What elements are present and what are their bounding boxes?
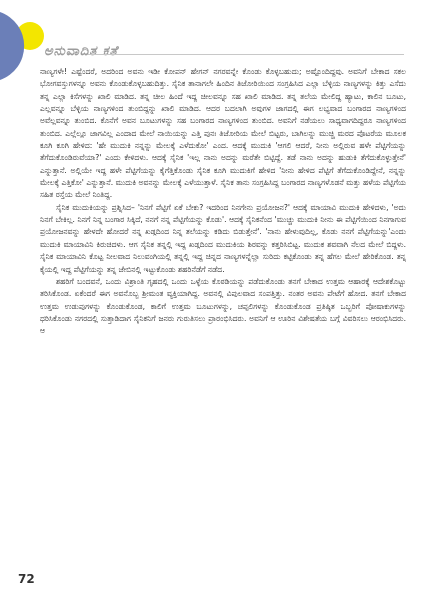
paragraph-1: ನಾಣ್ಯಗಳೇ! ಎಷ್ಟೆಂದರೆ, ಅದರಿಂದ ಅವನು ಇಡೀ ಕೋಪನ್ ಹೇಗನ್ ನಗರವನ್ನೇ ಕೊಂಡು ಕೊಳ್ಳಬಹುದು; ಅಷ್ಟೊಂದಿದ್ದವು. ಅವನಿಗೆ ಬೇಕಾದ ಸಕಲ ಭೋಗವಸ್ತುಗಳನ್ನೂ ಅವನು ಕೊಂಡುಕೊಳ್ಳಬಹುದಿತ್ತು. ಸೈನಿಕ ತಾನಾಗಲೇ ಹಿಂದಿನ ತಿಜೋರಿಯಿಂದ ಸಂಗ್ರಹಿಸಿದ ಎಲ್ಲಾ ಬೆಳ್ಳಿಯ ನಾಣ್ಯಗಳನ್ನು ಕಿತ್ತು ಎಸೆದು ತನ್ನ ಎಲ್ಲಾ ಕಿಸೆಗಳನ್ನು ಖಾಲಿ ಮಾಡಿದ. ತನ್ನ ಚೀಲ ಹಿಂದೆ ಇದ್ದ ಚೀಲವನ್ನೂ ಸಹ ಖಾಲಿ ಮಾಡಿದ. ತನ್ನ ತಲೆಯ ಮೇಲಿದ್ದ ಹ್ಯಾಟು, ಕಾಲಿನ ಬೂಟು, ಎಲ್ಲವನ್ನೂ ಬೆಳ್ಳಿಯ ನಾಣ್ಯಗಳಿಂದ ತುಂಬಿದ್ದನ್ನು ಖಾಲಿ ಮಾಡಿದ. ಆದರ ಬದಲಾಗಿ ಅವುಗಳ ಜಾಗದಲ್ಲಿ ಈಗ ಲಭ್ಯವಾದ ಬಂಗಾರದ ನಾಣ್ಯಗಳಿಂದ ಅವೆಲ್ಲವನ್ನೂ ತುಂಬಿದ. ಕೊನೆಗೆ ಅವನ ಬೂಟುಗಳನ್ನು ಸಹ ಬಂಗಾರದ ನಾಣ್ಯಗಳಿಂದ ತುಂಬಿದ. ಅವನಿಗೆ ನಡೆಯಲು ಸಾಧ್ಯವಾಗದಿದ್ದರೂ ನಾಣ್ಯಗಳಿಂದ ತುಂಬಿದ. ಎಲ್ಲೆಲ್ಲೂ ಜಾಗವಿಲ್ಲ ಎಂದಾದ ಮೇಲೆ ನಾಯಿಯನ್ನು ಎತ್ತಿ ಪುನಃ ತಿಜೋರಿಯ ಮೇಲೆ ಬಿಟ್ಟರು, ಬಾಗಿಲನ್ನು ಮುಚ್ಚಿ ಮರದ ಪೊಟರೆಯ ಮೂಲಕ ಕೂಗಿ ಕೂಗಿ ಹೇಳಿದ: 'ಹೇ ಮುದುಕಿ ನನ್ನನ್ನು ಮೇಲಕ್ಕೆ ಎಳೆದುಕೋ' ಎಂದ. ಆದಕ್ಕೆ ಮುದುಕಿ 'ಆಗಲಿ ಆದರೆ, ನೀನು ಅಲ್ಲಿರುವ ಹಳೇ ಪೆಟ್ಟಿಗೆಯನ್ನು ತೆಗೆದುಕೊಂಡಿರುವೆಯಾ?' ಎಂದು ಕೇಳಿದಳು. ಆದಕ್ಕೆ ಸೈನಿಕ 'ಇಲ್ಲ ನಾನು ಅದನ್ನು ಮರೆತೇ ಬಿಟ್ಟಿದ್ದೆ. ತಡೆ ನಾನು ಅದನ್ನು ಹುಡುಕಿ ತೆಗೆದುಕೊಳ್ಳುತ್ತೇನೆ' ಎನ್ನುತ್ತಾನೆ. ಅಲ್ಲಿಯೇ ಇದ್ದ ಹಳೇ ಪೆಟ್ಟಿಗೆಯನ್ನು ಕೈಗೆತ್ತಿಕೊಂಡು ಸೈನಿಕ ಕೂಗಿ ಮುದುಕಿಗೆ ಹೇಳಿದ 'ನೀನು ಹೇಳಿದ ಪೆಟ್ಟಿಗೆ ತೆಗೆದುಕೊಂಡಿದ್ದೇನೆ, ನನ್ನನ್ನು ಮೇಲಕ್ಕೆ ಎತ್ತಿಕೋ' ಎನ್ನುತ್ತಾನೆ. ಮುದುಕಿ ಅವನನ್ನು ಮೇಲಕ್ಕೆ ಎಳೆಯುತ್ತಾಳೆ. ಸೈನಿಕ ತಾನು ಸಂಗ್ರಹಿಸಿದ್ದ ಬಂಗಾರದ ನಾಣ್ಯಗಳೊಡನೆ ಮತ್ತು ಹಳೆಯ ಪೆಟ್ಟಿಗೆಯ ಸಹಿತ ರಸ್ತೆಯ ಮೇಲೆ ನಿಂತಿದ್ದ. — [40, 67, 406, 200]
paragraph-3: ಶಹರಿಗೆ ಬಂದವನೆ, ಒಂದು ವಿಶ್ರಾಂತಿ ಗೃಹದಲ್ಲಿ ಒಂದು ಒಳ್ಳೆಯ ಕೊಠಡಿಯನ್ನು ಪಡೆದುಕೊಂಡು ತನಗೆ ಬೇಕಾದ ಉತ್ತಮ ಆಹಾರಕ್ಕೆ ಆದೇಶಕೊಟ್ಟು ತರಿಸಿಕೊಂಡ. ಏಕೆಂದರೆ ಈಗ ಅವನೊಬ್ಬ ಶ್ರೀಮಂತ ವ್ಯಕ್ತಿಯಾಗಿದ್ದ. ಅವನಲ್ಲಿ ವಿಪುಲವಾದ ಸಂಪತ್ತಿತ್ತು. ನಂತರ ಅವನು ಪೇಟೆಗೆ ಹೋದ. ತನಗೆ ಬೇಕಾದ ಉತ್ತಮ ಉಡುಪುಗಳನ್ನು ಕೊಂಡುಕೊಂಡ, ಕಾಲಿಗೆ ಉತ್ತಮ ಬೂಟುಗಳನ್ನು, ಚಪ್ಪಲಿಗಳನ್ನು ಕೊಂಡುಕೊಂಡ ಪ್ರತಿಷ್ಠಿತ ಒಬ್ಬರಿಗೆ ಪೋಷಾಕುಗಳನ್ನು ಧರಿಸಿಕೊಂಡು ನಗರದಲ್ಲಿ ಸುತ್ತಾಡಿದಾಗ ಸೈನಿಕನಿಗೆ ಜನರು ಗುರುತಿಸಲು ಪ್ರಾರಂಭಿಸಿದರು. ಅವನಿಗೆ ಆ ಊರಿನ ವಿಶೇಷತೆಯ ಬಗ್ಗೆ ವಿವರಿಸಲು ಆರಂಭಿಸಿದರು. ಆ — [40, 276, 406, 336]
paragraph-2: ಸೈನಿಕ ಮುದುಕಿಯನ್ನು ಪ್ರಶ್ನಿಸಿದ– 'ನಿನಗೆ ಪೆಟ್ಟಿಗೆ ಏಕೆ ಬೇಕು? ಇದರಿಂದ ನಿನಗೇನು ಪ್ರಯೋಜನ?' ಆದಕ್ಕೆ ಮಾಯಾವಿ ಮುದುಕಿ ಹೇಳಿದಳು, 'ಅದು ನಿನಗೆ ಬೇಕಿಲ್ಲ. ನಿನಗೆ ನಿನ್ನ ಬಂಗಾರ ಸಿಕ್ಕಿದೆ, ನನಗೆ ನನ್ನ ಪೆಟ್ಟಿಗೆಯನ್ನು ಕೊಡು'. ಆದಕ್ಕೆ ಸೈನಿಕನೆಂದ 'ಮುಚ್ಚು ಮುದುಕಿ ನೀನು ಈ ಪೆಟ್ಟಿಗೆಯಿಂದ ನಿನಗಾಗುವ ಪ್ರಯೋಜನವನ್ನು ಹೇಳದೇ ಹೋದರೆ ನನ್ನ ಖಡ್ಗದಿಂದ ನಿನ್ನ ತಲೆಯನ್ನು ಕಡಿದು ಬಿಡುತ್ತೇನೆ'. 'ನಾನು ಹೇಳುವುದಿಲ್ಲ, ಕೊಡು ನನಗೆ ಪೆಟ್ಟಿಗೆಯನ್ನು'ಎಂದು ಮುದುಕಿ ಮಾಯಾವಿನಿ ಕಿರುಚಿದಳು. ಆಗ ಸೈನಿಕ ತನ್ನಲ್ಲಿ ಇದ್ದ ಖಡ್ಗದಿಂದ ಮುದುಕಿಯ ಶಿರವನ್ನು ಕತ್ತರಿಸಿಬಿಟ್ಟ. ಮುದುಕ ಶವವಾಗಿ ನೆಲದ ಮೇಲೆ ಬಿದ್ದಳು. ಸೈನಿಕ ಮಾಯಾವಿನಿ ಕೊಟ್ಟ ನೀಲವಾದ ನಿಲುವಂಗಿಯಲ್ಲಿ ತನ್ನಲ್ಲಿ ಇದ್ದ ಚಿನ್ನದ ನಾಣ್ಯಗಳನ್ನೆಲ್ಲಾ ಸುರಿದು ಕಟ್ಟಿಕೊಂಡು ತನ್ನ ಹೆಗಲ ಮೇಲೆ ಹೇರಿಕೊಂಡ. ತನ್ನ ಕೈಯಲ್ಲಿ ಇದ್ದ ಪೆಟ್ಟಿಗೆಯನ್ನು ತನ್ನ ಜೇಬಿನಲ್ಲಿ ಇಟ್ಟುಕೊಂಡು ಶಹರಿನೆಡೆಗೆ ನಡೆದ. — [40, 202, 406, 274]
article-body — [40, 66, 406, 338]
blue-half-circle-shape — [0, 12, 24, 80]
section-title: ಅನುವಾದಿತ ಕತೆ — [44, 44, 118, 59]
header-divider — [88, 54, 404, 55]
page-number: 72 — [18, 572, 35, 586]
